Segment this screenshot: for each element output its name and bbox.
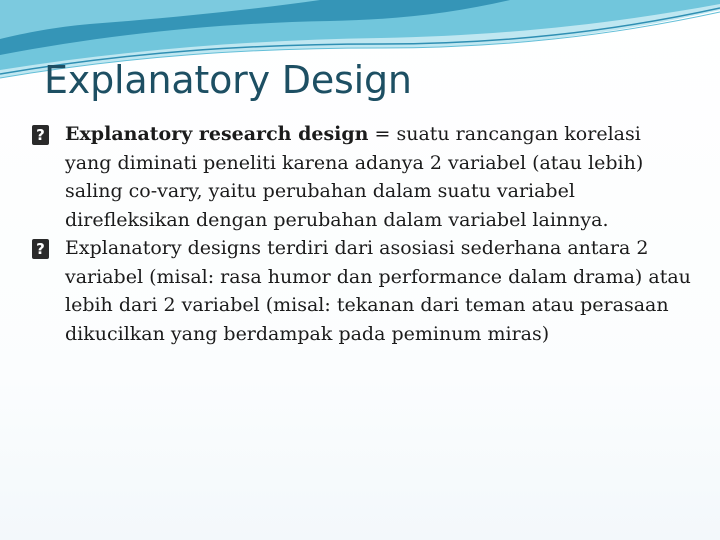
bullet-text: = suatu rancangan korelasi yang diminati peneliti karena adanya 2 variabel (atau lebih) saling co-vary, yaitu perubahan dalam suatu variabel direfleksikan dengan perubahan dalam variabel lainnya. [65, 123, 644, 231]
bullet-marker-icon: ? [32, 125, 49, 145]
bullet-item-1 [32, 120, 692, 234]
bullet-item-2 [32, 234, 692, 348]
bullet-bold-lead: Explanatory research design [65, 123, 369, 145]
slide-body [32, 120, 692, 348]
bullet-text: Explanatory designs terdiri dari asosiasi sederhana antara 2 variabel (misal: rasa humor dan performance dalam drama) atau lebih dari 2 variabel (misal: tekanan dari teman atau perasaan dikucilkan yang berdampak pada peminum miras) [65, 237, 691, 345]
page-title: Explanatory Design [44, 58, 412, 102]
bullet-marker-icon: ? [32, 239, 49, 259]
